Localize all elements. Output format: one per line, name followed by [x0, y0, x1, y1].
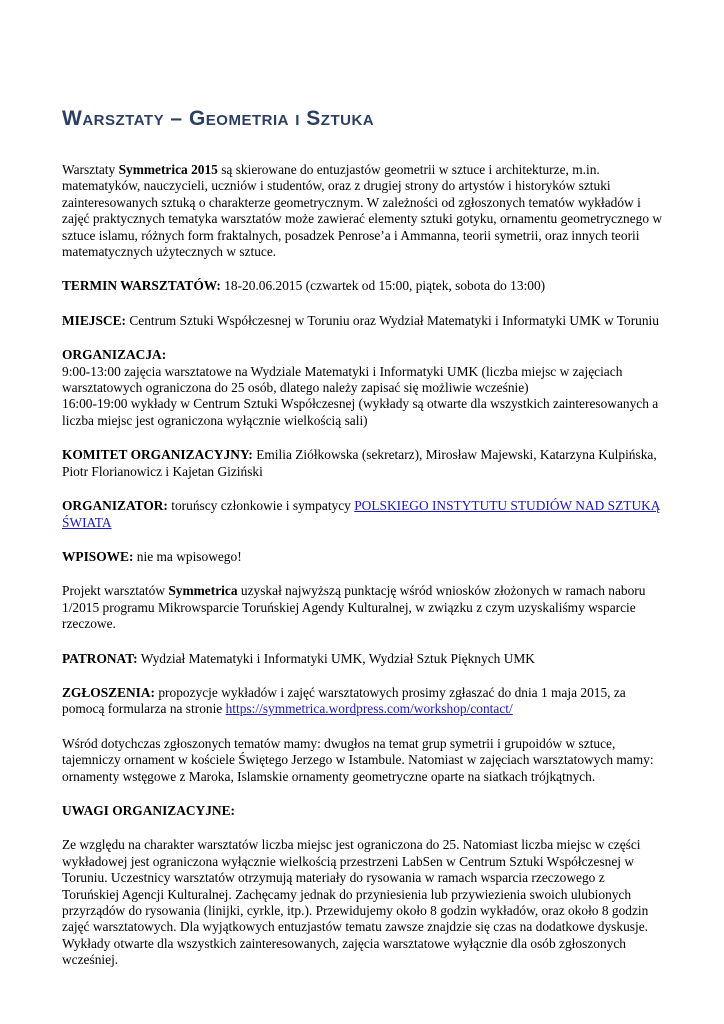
organizacja-line-2: 16:00-19:00 wykłady w Centrum Sztuki Współczesnej (wykłady są otwarte dla wszystkich zainteresowanych a liczba miejsc jest ograniczona wyłącznie wielkością sali): [62, 396, 659, 428]
projekt-bold: Symmetrica: [168, 583, 238, 599]
komitet-label: KOMITET ORGANIZACYJNY:: [62, 447, 253, 463]
wpisowe-label: WPISOWE:: [62, 548, 134, 564]
uwagi-label: UWAGI ORGANIZACYJNE:: [62, 802, 235, 818]
miejsce-label: MIEJSCE:: [62, 312, 126, 328]
termin-label: TERMIN WARSZTATÓW:: [62, 278, 221, 294]
termin-text: 18-20.06.2015 (czwartek od 15:00, piątek, sobota do 13:00): [220, 278, 546, 294]
tematy-paragraph: Wśród dotychczas zgłoszonych tematów mamy: dwugłos na temat grup symetrii i grupoidów w sztuce, tajemniczy ornament w kościele Świętego Jerzego w Istambule. Natomiast w zajęciach warsztatowych mamy: ornamenty wstęgowe z Maroka, Islamskie ornamenty geometryczne oparte na siatkach trójkątnych.: [62, 735, 654, 784]
komitet-text: Emilia Ziółkowska (sekretarz), Mirosław Majewski, Katarzyna Kulpińska, Piotr Florianowicz i Kajetan Giziński: [62, 447, 657, 479]
miejsce-paragraph: [62, 313, 664, 329]
intro-bold: Symmetrica 2015: [118, 162, 218, 177]
zgloszenia-paragraph: [62, 685, 664, 718]
patronat-label: PATRONAT:: [62, 650, 138, 666]
miejsce-text: Centrum Sztuki Współczesnej w Toruniu oraz Wydział Matematyki i Informatyki UMK w Toruniu: [126, 312, 659, 328]
projekt-paragraph: [62, 583, 664, 632]
projekt-pre: Projekt warsztatów: [62, 583, 169, 599]
intro-paragraph: [62, 162, 664, 260]
organizator-label: ORGANIZATOR:: [62, 498, 168, 514]
termin-paragraph: [62, 278, 664, 294]
intro-text: są skierowane do entuzjastów geometrii w sztuce i architekturze, m.in. matematyków, nauczycieli, uczniów i studentów, oraz z drugiej strony do artystów i historyków sztuki zainteresowanych sztuką o charakterze geometrycznym. W zależności od zgłoszonych tematów wykładów i zajęć praktycznych tematyka warsztatów może zawierać elementy sztuki gotyku, ornamentu geometrycznego w sztuce islamu, różnych form fraktalnych, posadzek Penrose’a i Ammanna, teorii symetrii, oraz innych teorii matematycznych użytecznych w sztuce.: [62, 162, 663, 260]
patronat-paragraph: [62, 651, 664, 667]
komitet-paragraph: [62, 447, 664, 480]
organizator-link[interactable]: POLSKIEGO INSTYTUTU STUDIÓW NAD SZTUKĄ ŚWIATA: [62, 498, 661, 530]
projekt-text: uzyskał najwyższą punktację wśród wniosków złożonych w ramach naboru 1/2015 programu Mikrowsparcie Toruńskiej Agendy Kulturalnej, w związku z czym uzyskaliśmy wsparcie rzeczowe.: [62, 583, 646, 632]
contact-form-link[interactable]: https://symmetrica.wordpress.com/workshop/contact/: [225, 701, 513, 717]
wpisowe-text: nie ma wpisowego!: [133, 548, 242, 564]
organizacja-paragraph: [62, 347, 664, 429]
intro-pre: Warsztaty: [62, 162, 119, 177]
page-title: Warsztaty – Geometria i Sztuka: [62, 107, 375, 130]
zgloszenia-text: propozycje wykładów i zajęć warsztatowych prosimy zgłaszać do dnia 1 maja 2015, za pomocą formularza na stronie: [62, 684, 626, 717]
zgloszenia-label: ZGŁOSZENIA:: [62, 684, 156, 700]
organizacja-line-1: 9:00-13:00 zajęcia warsztatowe na Wydziale Matematyki i Informatyki UMK (liczba miejsc w zajęciach warsztatowych ograniczona do 25 osób, dlatego należy zapisać się możliwie wcześnie): [62, 363, 623, 396]
patronat-text: Wydział Matematyki i Informatyki UMK, Wydział Sztuk Pięknych UMK: [137, 650, 535, 666]
organizacja-label: ORGANIZACJA:: [62, 347, 167, 363]
uwagi-heading: [62, 803, 664, 819]
organizator-text: toruńscy członkowie i sympatycy: [167, 498, 355, 514]
organizator-paragraph: [62, 498, 664, 531]
uwagi-paragraph: Ze względu na charakter warsztatów liczba miejsc jest ograniczona do 25. Natomiast liczba miejsc w części wykładowej jest ograniczona wyłącznie wielkością przestrzeni LabSen w Centrum Sztuki Współczesnej w Toruniu. Uczestnicy warsztatów otrzymują materiały do rysowania w ramach wsparcia rzeczowego z Toruńskiej Agencji Kulturalnej. Zachęcamy jednak do przyniesienia lub przywiezienia swoich ulubionych przyrządów do rysowania (linijki, cyrkle, itp.). Przewidujemy około 8 godzin wykładów, oraz około 8 godzin zajęć warsztatowych. Dla wyjątkowych entuzjastów tematu zawsze znajdzie się czas na dodatkowe dyskusje. Wykłady otwarte dla wszystkich zainteresowanych, zajęcia warsztatowe wyłącznie dla osób zgłoszonych wcześniej.: [62, 837, 649, 968]
wpisowe-paragraph: [62, 549, 664, 565]
